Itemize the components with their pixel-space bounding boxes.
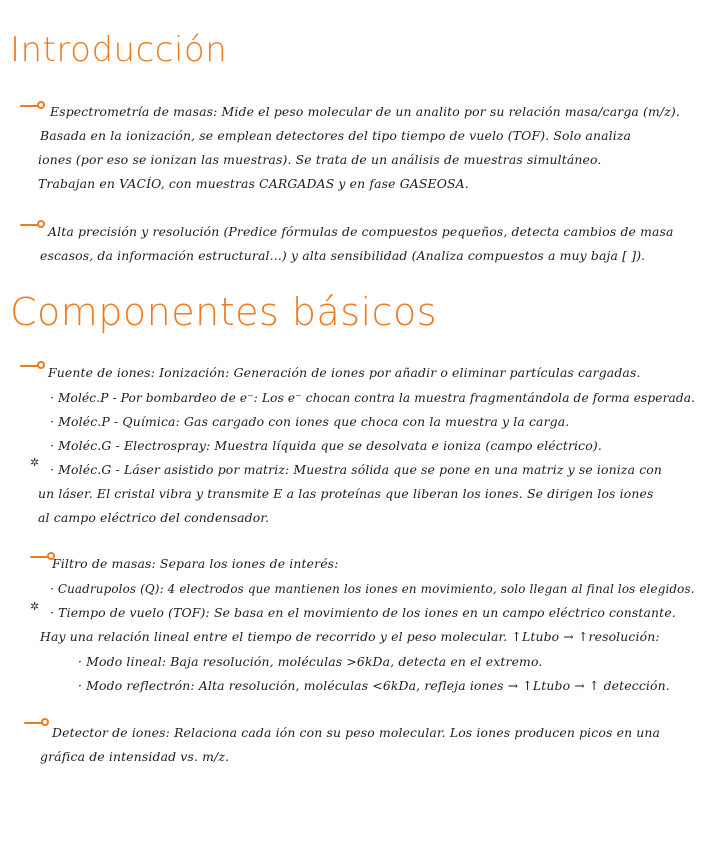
fuente-item-quimica: · Moléc.P - Química: Gas cargado con iones que choca con la muestra y la carga. [50, 414, 570, 429]
section-heading-introduccion: Introducción [10, 30, 228, 70]
filtro-subitem-modo-reflectron: · Modo reflectrón: Alta resolución, moléculas <6kDa, refleja iones → ↑Ltubo → ↑ detección. [78, 678, 670, 693]
intro-paragraph-2-line-2: escasos, da información estructural...) y alta sensibilidad (Analiza compuestos a muy baja [ ]). [40, 248, 646, 263]
bullet-arrow-icon [24, 718, 50, 728]
filtro-item-cuadrupolos: · Cuadrupolos (Q): 4 electrodos que mantienen los iones en movimiento, solo llegan al final los elegidos. [50, 581, 695, 596]
fuente-item-maldi-cont-2: al campo eléctrico del condensador. [38, 510, 270, 525]
filtro-de-masas-title: Filtro de masas: Separa los iones de interés: [52, 556, 339, 571]
intro-paragraph-1-line-4: Trabajan en VACÍO, con muestras CARGADAS y en fase GASEOSA. [38, 176, 469, 191]
star-mark-icon: ✲ [30, 600, 40, 613]
fuente-item-maldi: · Moléc.G - Láser asistido por matriz: Muestra sólida que se pone en una matriz y se ioniza con [50, 462, 663, 477]
star-mark-icon: ✲ [30, 456, 40, 469]
detector-de-iones-line-2: gráfica de intensidad vs. m/z. [40, 749, 230, 764]
intro-paragraph-1-line-3: iones (por eso se ionizan las muestras). Se trata de un análisis de muestras simultáneo. [38, 152, 602, 167]
fuente-de-iones-title: Fuente de iones: Ionización: Generación de iones por añadir o eliminar partículas cargadas. [48, 365, 641, 380]
intro-paragraph-1-line-2: Basada en la ionización, se emplean detectores del tipo tiempo de vuelo (TOF). Solo analiza [40, 128, 632, 143]
bullet-arrow-icon [20, 361, 46, 371]
section-heading-componentes-basicos: Componentes básicos [10, 290, 438, 334]
bullet-arrow-icon [20, 220, 46, 230]
filtro-subitem-modo-lineal: · Modo lineal: Baja resolución, moléculas >6kDa, detecta en el extremo. [78, 654, 543, 669]
detector-de-iones-line-1: Detector de iones: Relaciona cada ión con su peso molecular. Los iones producen picos en una [52, 725, 661, 740]
intro-paragraph-2-line-1: Alta precisión y resolución (Predice fórmulas de compuestos pequeños, detecta cambios de masa [48, 224, 674, 239]
fuente-item-electrospray: · Moléc.G - Electrospray: Muestra líquida que se desolvata e ioniza (campo eléctrico). [50, 438, 602, 453]
filtro-item-tof-cont: Hay una relación lineal entre el tiempo de recorrido y el peso molecular. ↑Ltubo → ↑resolución: [40, 629, 660, 644]
bullet-arrow-icon [20, 101, 46, 111]
filtro-item-tof: · Tiempo de vuelo (TOF): Se basa en el movimiento de los iones en un campo eléctrico constante. [50, 605, 676, 620]
fuente-item-bombardeo: · Moléc.P - Por bombardeo de e⁻: Los e⁻ chocan contra la muestra fragmentándola de forma esperada. [50, 390, 696, 405]
intro-paragraph-1-line-1: Espectrometría de masas: Mide el peso molecular de un analito por su relación masa/carga (m/z). [50, 104, 680, 119]
fuente-item-maldi-cont-1: un láser. El cristal vibra y transmite E a las proteínas que liberan los iones. Se dirigen los iones [38, 486, 654, 501]
